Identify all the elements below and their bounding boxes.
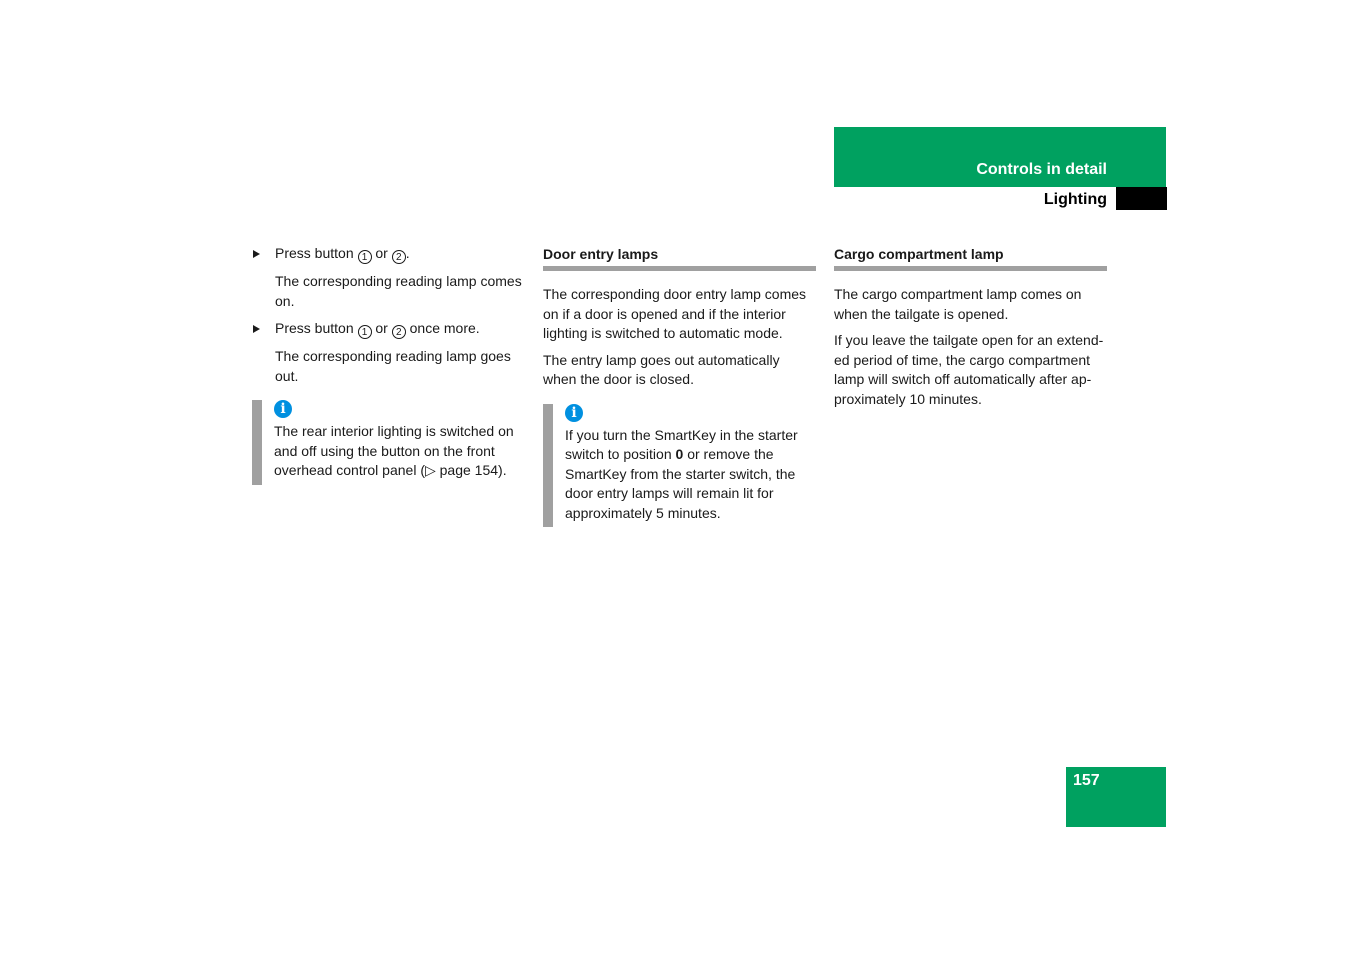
cargo-compartment-lamp-heading: Cargo compartment lamp xyxy=(834,244,1107,271)
column-cargo-compartment-lamp xyxy=(834,244,1107,416)
page-number: 157 xyxy=(1073,772,1100,789)
step-result: The corresponding reading lamp goes out. xyxy=(275,348,511,384)
note-text: If you turn the SmartKey in the starter switch to position 0 or remove the SmartKey from the starter switch, the door entry lamps will remain lit for approximately 5 minutes. xyxy=(565,426,798,521)
chapter-header xyxy=(834,127,1166,187)
button-number-badge: 2 xyxy=(392,250,406,264)
paragraph: If you leave the tailgate open for an extend-ed period of time, the cargo compartment lamp will switch off automatically after ap-proximately 10 minutes. xyxy=(834,332,1104,407)
note-bar xyxy=(252,400,262,485)
info-note xyxy=(543,404,816,528)
button-number-badge: 1 xyxy=(358,250,372,264)
button-number-badge: 2 xyxy=(392,325,406,339)
door-entry-lamps-heading: Door entry lamps xyxy=(543,244,816,271)
note-text: The rear interior lighting is switched on and off using the button on the front overhead control panel (▷ page 154). xyxy=(274,423,514,478)
step-result: The corresponding reading lamp comes on. xyxy=(275,273,522,309)
paragraph: The corresponding door entry lamp comes on if a door is opened and if the interior lighting is switched to automatic mode. xyxy=(543,286,807,341)
button-number-badge: 1 xyxy=(358,325,372,339)
page-number-block xyxy=(1066,767,1166,827)
chapter-title: Controls in detail xyxy=(976,161,1107,178)
note-bar xyxy=(543,404,553,528)
instruction-step: Press button 1 or 2 . xyxy=(252,244,524,264)
paragraph: The cargo compartment lamp comes on when the tailgate is opened. xyxy=(834,286,1082,322)
triangle-right-icon xyxy=(253,250,260,258)
section-title: Lighting xyxy=(1043,191,1107,208)
instruction-step: Press button 1 or 2 once more. xyxy=(252,319,524,339)
info-icon: i xyxy=(274,400,292,418)
info-note xyxy=(252,400,524,485)
column-door-entry-lamps xyxy=(543,244,816,527)
info-icon: i xyxy=(565,404,583,422)
paragraph: The entry lamp goes out automatically when the door is closed. xyxy=(543,351,780,387)
column-reading-lamps xyxy=(252,244,524,485)
triangle-right-icon xyxy=(253,325,260,333)
section-tab-marker xyxy=(1116,187,1167,210)
